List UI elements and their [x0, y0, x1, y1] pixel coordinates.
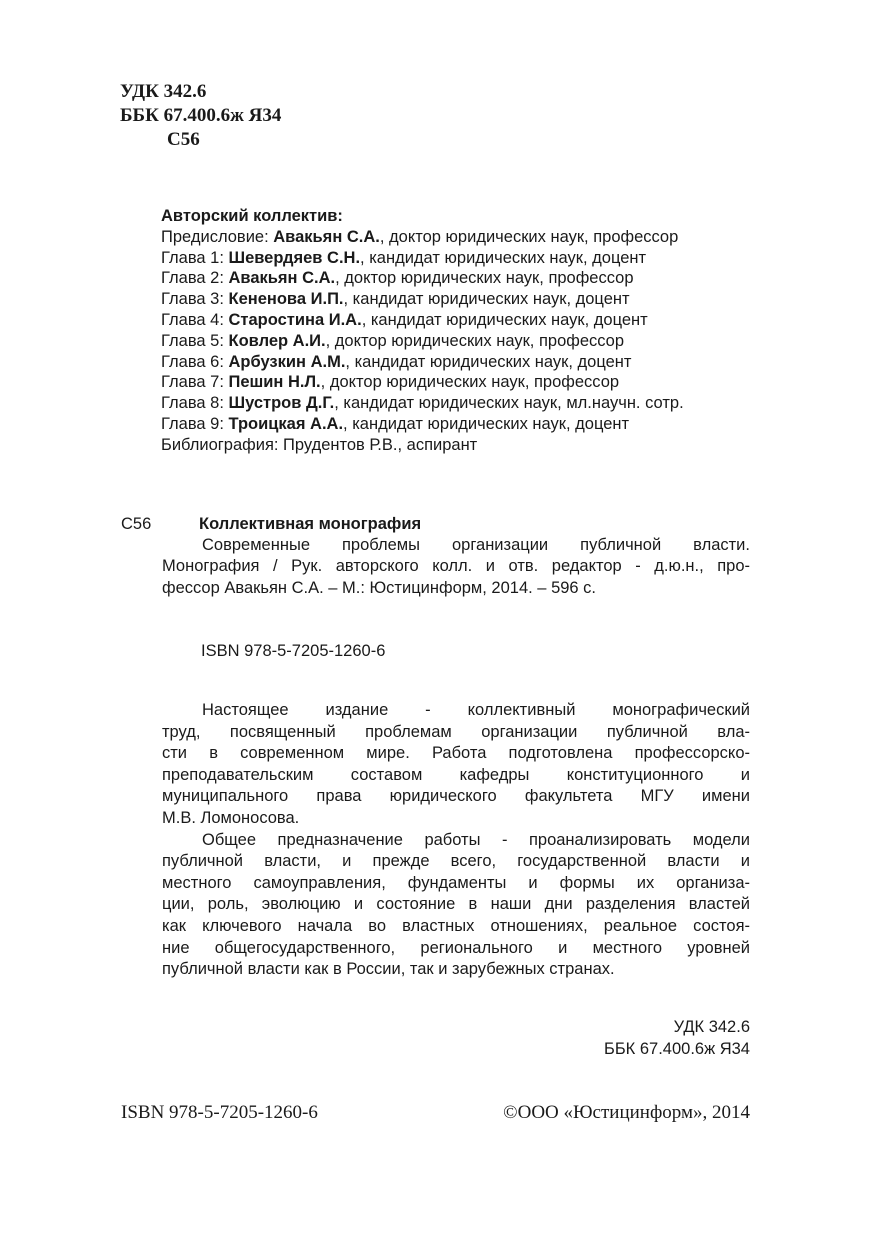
entry-description — [162, 535, 750, 599]
author-row: Глава 2: Авакьян С.А., доктор юридических наук, профессор — [161, 269, 634, 288]
author-row: Предисловие: Авакьян С.А., доктор юридических наук, профессор — [161, 227, 679, 246]
author-mark: С56 — [167, 129, 200, 150]
classification-top — [120, 80, 281, 152]
classification-bottom — [604, 1016, 750, 1060]
annotation-line: ции, роль, эволюцию и состояние в наши дни разделения властей — [162, 895, 750, 914]
annotation-line: как ключевого начала во властных отношениях, реальное состоя- — [162, 916, 750, 935]
annotation-line: сти в современном мире. Работа подготовлена профессорско- — [162, 744, 750, 763]
annotation-line: публичной власти как в России, так и зарубежных странах. — [162, 960, 615, 979]
author-row: Глава 5: Ковлер А.И., доктор юридических наук, профессор — [161, 331, 625, 350]
udk-code: УДК 342.6 — [120, 81, 207, 102]
entry-isbn: ISBN 978-5-7205-1260-6 — [201, 642, 386, 660]
annotation-line: преподавательским составом кафедры конституционного и — [162, 765, 750, 784]
footer-isbn: ISBN 978-5-7205-1260-6 — [121, 1102, 318, 1123]
bibliography-credit: Библиография: Прудентов Р.В., аспирант — [161, 435, 478, 454]
bbk-code-bottom: ББК 67.400.6ж Я34 — [604, 1040, 750, 1058]
authors-heading: Авторский коллектив: — [161, 207, 343, 225]
annotation-line: публичной власти, и прежде всего, государственной власти и — [162, 852, 750, 871]
bbk-code: ББК 67.400.6ж Я34 — [120, 105, 282, 126]
udk-code-bottom: УДК 342.6 — [673, 1018, 750, 1036]
entry-line: Монография / Рук. авторского колл. и отв. редактор - д.ю.н., про- — [162, 557, 750, 576]
entry-code: С56 — [121, 515, 152, 533]
annotation-line: Настоящее издание - коллективный монографический — [202, 701, 750, 719]
annotation-line: муниципального права юридического факультета МГУ имени — [162, 787, 750, 806]
author-row: Глава 4: Старостина И.А., кандидат юридических наук, доцент — [161, 310, 648, 329]
author-row: Глава 3: Кененова И.П., кандидат юридических наук, доцент — [161, 290, 630, 309]
entry-line: фессор Авакьян С.А. – М.: Юстицинформ, 2014. – 596 с. — [162, 578, 597, 597]
authors-block — [161, 206, 761, 456]
annotation-line: Общее предназначение работы - проанализировать модели — [202, 830, 750, 849]
author-row: Глава 8: Шустров Д.Г., кандидат юридических наук, мл.научн. сотр. — [161, 394, 684, 413]
author-row: Глава 1: Шевердяев С.Н., кандидат юридических наук, доцент — [161, 248, 647, 267]
entry-line: Современные проблемы организации публичной власти. — [202, 536, 750, 554]
copyright: ©ООО «Юстицинформ», 2014 — [503, 1102, 750, 1123]
author-row: Глава 9: Троицкая А.А., кандидат юридических наук, доцент — [161, 414, 630, 433]
annotation-line: труд, посвященный проблемам организации публичной вла- — [162, 722, 750, 741]
author-row: Глава 6: Арбузкин А.М., кандидат юридических наук, доцент — [161, 352, 632, 371]
entry-title: Коллективная монография — [199, 515, 422, 533]
annotation-line: М.В. Ломоносова. — [162, 808, 300, 827]
author-row: Глава 7: Пешин Н.Л., доктор юридических наук, профессор — [161, 373, 620, 392]
annotation-line: ние общегосударственного, регионального и местного уровней — [162, 938, 750, 957]
annotation — [162, 700, 750, 981]
annotation-line: местного самоуправления, фундаменты и формы их организа- — [162, 873, 750, 892]
